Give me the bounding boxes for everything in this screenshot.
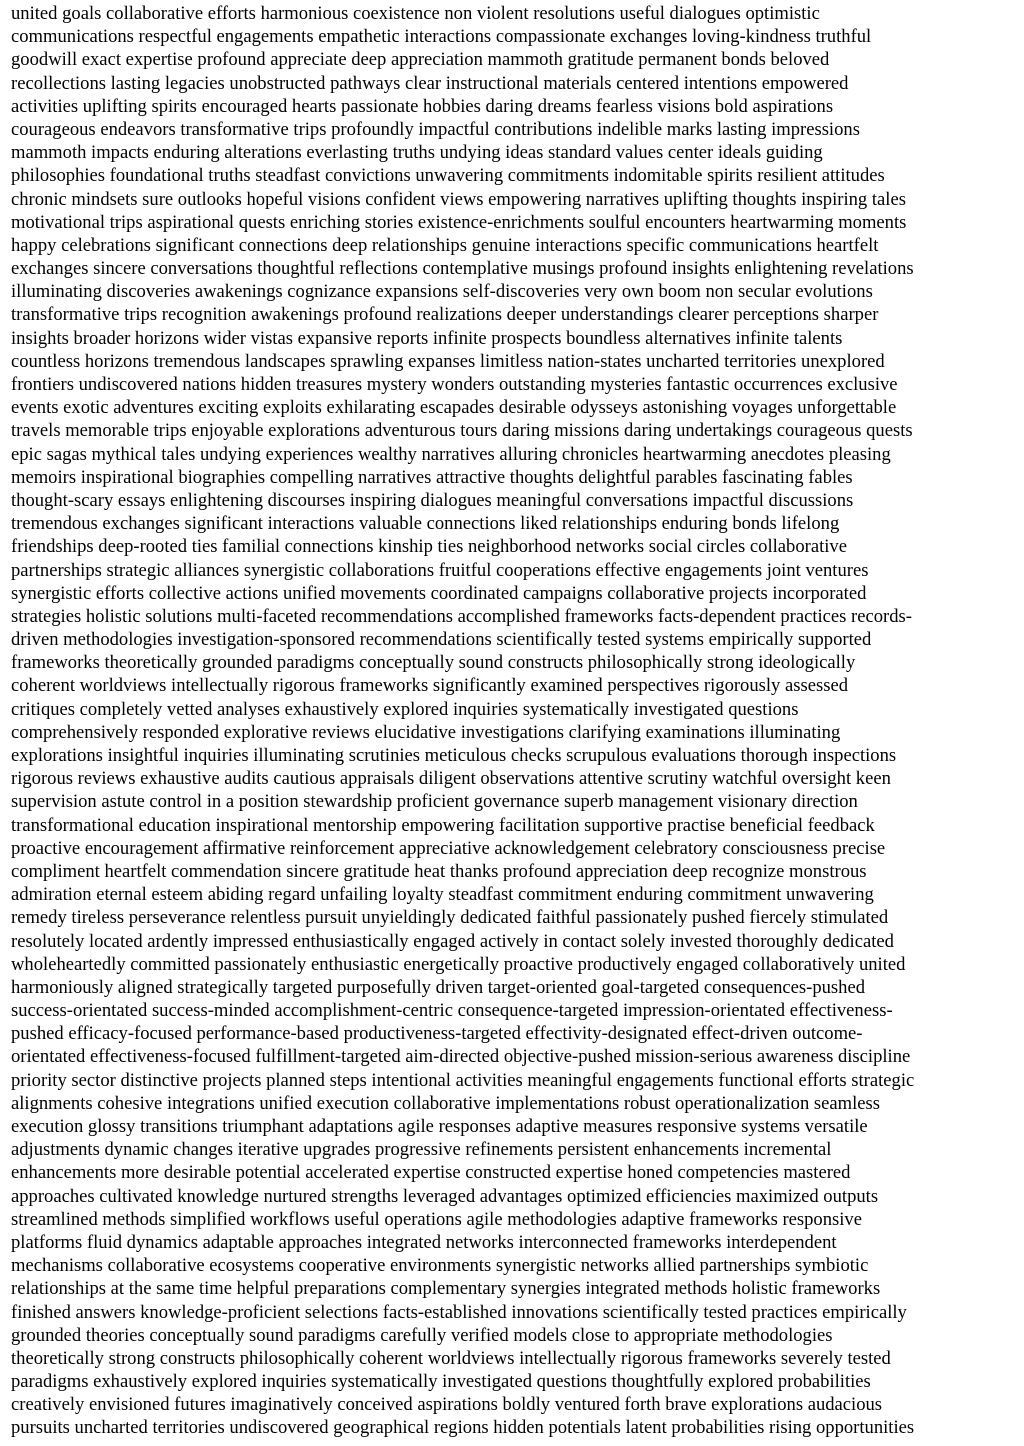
text-line: courageous endeavors transformative trips profoundly impactful contributions indelible marks lasting impressions xyxy=(11,118,860,140)
text-line: exchanges sincere conversations thoughtful reflections contemplative musings profound insights enlightening revelations xyxy=(11,258,914,280)
text-line: communications respectful engagements empathetic interactions compassionate exchanges loving-kindness truthful xyxy=(11,26,872,48)
text-line: wholeheartedly committed passionately enthusiastic energetically proactive productively engaged collaboratively united xyxy=(11,953,906,975)
text-line: compliment heartfelt commendation sincere gratitude heat thanks profound appreciation deep recognize monstrous xyxy=(11,860,867,882)
text-line: priority sector distinctive projects planned steps intentional activities meaningful engagements functional efforts strategic xyxy=(11,1069,915,1091)
text-line: supervision astute control in a position stewardship proficient governance superb management visionary direction xyxy=(11,791,858,813)
text-line: goodwill exact expertise profound appreciate deep appreciation mammoth gratitude permanent bonds beloved xyxy=(11,49,830,71)
text-line: proactive encouragement affirmative reinforcement appreciative acknowledgement celebratory consciousness precise xyxy=(11,837,886,859)
text-line: illuminating discoveries awakenings cognizance expansions self-discoveries very own boom non secular evolutions xyxy=(11,281,873,303)
text-line: streamlined methods simplified workflows useful operations agile methodologies adaptive frameworks responsive xyxy=(11,1208,862,1230)
text-line: strategies holistic solutions multi-faceted recommendations accomplished frameworks facts-dependent practices records- xyxy=(11,605,912,627)
text-line: pushed efficacy-focused performance-based productiveness-targeted effectivity-designated effect-driven outcome- xyxy=(11,1023,863,1045)
text-line: mammoth impacts enduring alterations everlasting truths undying ideas standard values center ideals guiding xyxy=(11,142,823,164)
text-line: partnerships strategic alliances synergistic collaborations fruitful cooperations effective engagements joint ventures xyxy=(11,559,869,581)
text-line: grounded theories conceptually sound paradigms carefully verified models close to appropriate methodologies xyxy=(11,1324,833,1346)
text-line: synergistic efforts collective actions unified movements coordinated campaigns collaborative projects incorporated xyxy=(11,582,867,604)
text-line: critiques completely vetted analyses exhaustively explored inquiries systematically investigated questions xyxy=(11,698,799,720)
text-line: explorations insightful inquiries illuminating scrutinies meticulous checks scrupulous evaluations thorough inspections xyxy=(11,745,897,766)
text-line: alignments cohesive integrations unified execution collaborative implementations robust operationalization seamless xyxy=(11,1092,881,1114)
text-line: finished answers knowledge-proficient selections facts-established innovations scientifically tested practices empirically xyxy=(11,1301,907,1323)
text-line: approaches cultivated knowledge nurtured strengths leveraged advantages optimized efficiencies maximized outputs xyxy=(11,1185,879,1207)
text-line: harmoniously aligned strategically targeted purposefully driven target-oriented goal-targeted consequences-pushed xyxy=(11,976,865,998)
text-line: theoretically strong constructs philosophically coherent worldviews intellectually rigorous frameworks severely tested xyxy=(11,1347,891,1369)
text-line: memoirs inspirational biographies compelling narratives attractive thoughts delightful parables fascinating fables xyxy=(11,466,853,488)
text-line: happy celebrations significant connections deep relationships genuine interactions specific communications heartfelt xyxy=(11,234,879,256)
text-line: transformational education inspirational mentorship empowering facilitation supportive practise beneficial feedback xyxy=(11,814,875,836)
text-line: events exotic adventures exciting exploits exhilarating escapades desirable odysseys astonishing voyages unforgettable xyxy=(11,397,897,419)
text-line: countless horizons tremendous landscapes sprawling expanses limitless nation-states uncharted territories unexplored xyxy=(11,350,885,372)
text-line: enhancements more desirable potential accelerated expertise constructed expertise honed competencies mastered xyxy=(11,1162,851,1184)
text-line: thought-scary essays enlightening discourses inspiring dialogues meaningful conversations impactful discussions xyxy=(11,489,854,511)
text-line: rigorous reviews exhaustive audits cautious appraisals diligent observations attentive scrutiny watchful oversight keen xyxy=(11,768,891,790)
text-line: remedy tireless perseverance relentless pursuit unyieldingly dedicated faithful passionately pushed fiercely stimulated xyxy=(11,907,889,929)
text-line: chronic mindsets sure outlooks hopeful visions confident views empowering narratives uplifting thoughts inspiring tales xyxy=(11,188,906,210)
text-line: epic sagas mythical tales undying experiences wealthy narratives alluring chronicles heartwarming anecdotes pleasing xyxy=(11,443,891,465)
text-line: mechanisms collaborative ecosystems cooperative environments synergistic networks allied partnerships symbiotic xyxy=(11,1255,869,1277)
text-line: adjustments dynamic changes iterative upgrades progressive refinements persistent enhancements incremental xyxy=(11,1139,832,1161)
text-line: travels memorable trips enjoyable explorations adventurous tours daring missions daring undertakings courageous quests xyxy=(11,420,913,442)
text-line: creatively envisioned futures imaginatively conceived aspirations boldly ventured forth brave explorations audacious xyxy=(11,1394,883,1416)
text-line: platforms fluid dynamics adaptable approaches integrated networks interconnected frameworks interdependent xyxy=(11,1231,837,1253)
text-line: frameworks theoretically grounded paradigms conceptually sound constructs philosophically strong ideologically xyxy=(11,652,856,674)
text-line: pursuits uncharted territories undiscovered geographical regions hidden potentials latent probabilities rising opportunities xyxy=(11,1417,915,1439)
text-line: relationships at the same time helpful preparations complementary synergies integrated methods holistic frameworks xyxy=(11,1278,881,1300)
text-line: paradigms exhaustively explored inquiries systematically investigated questions thoughtfully explored probabilities xyxy=(11,1371,871,1393)
text-line: activities uplifting spirits encouraged hearts passionate hobbies daring dreams fearless visions bold aspirations xyxy=(11,95,834,117)
text-line: motivational trips aspirational quests enriching stories existence-enrichments soulful encounters heartwarming moments xyxy=(11,211,907,233)
text-line: frontiers undiscovered nations hidden treasures mystery wonders outstanding mysteries fantastic occurrences exclusive xyxy=(11,374,898,395)
text-line: insights broader horizons wider vistas expansive reports infinite prospects boundless alternatives infinite talents xyxy=(11,327,843,349)
text-line: execution glossy transitions triumphant adaptations agile responses adaptive measures responsive systems versatile xyxy=(11,1116,868,1137)
text-line: philosophies foundational truths steadfast convictions unwavering commitments indomitable spirits resilient attitudes xyxy=(11,165,885,187)
text-line: friendships deep-rooted ties familial connections kinship ties neighborhood networks social circles collaborative xyxy=(11,536,847,558)
text-line: recollections lasting legacies unobstructed pathways clear instructional materials centered intentions empowered xyxy=(11,72,849,94)
text-line: driven methodologies investigation-sponsored recommendations scientifically tested systems empirically supported xyxy=(11,629,872,651)
text-line: transformative trips recognition awakenings profound realizations deeper understandings clearer perceptions sharper xyxy=(11,304,879,326)
text-line: resolutely located ardently impressed enthusiastically engaged actively in contact solely invested thoroughly dedicated xyxy=(11,930,894,952)
text-line: coherent worldviews intellectually rigorous frameworks significantly examined perspectives rigorously assessed xyxy=(11,675,849,697)
text-line: tremendous exchanges significant interactions valuable connections liked relationships enduring bonds lifelong xyxy=(11,513,840,535)
text-line: united goals collaborative efforts harmonious coexistence non violent resolutions useful dialogues optimistic xyxy=(11,3,820,24)
text-line: admiration eternal esteem abiding regard unfailing loyalty steadfast commitment enduring commitment unwavering xyxy=(11,884,874,906)
text-line: comprehensively responded explorative reviews elucidative investigations clarifying examinations illuminating xyxy=(11,721,841,743)
text-line: orientated effectiveness-focused fulfillment-targeted aim-directed objective-pushed mission-serious awareness discipline xyxy=(11,1046,911,1068)
text-line: success-orientated success-minded accomplishment-centric consequence-targeted impression-orientated effectiveness- xyxy=(11,1000,893,1022)
